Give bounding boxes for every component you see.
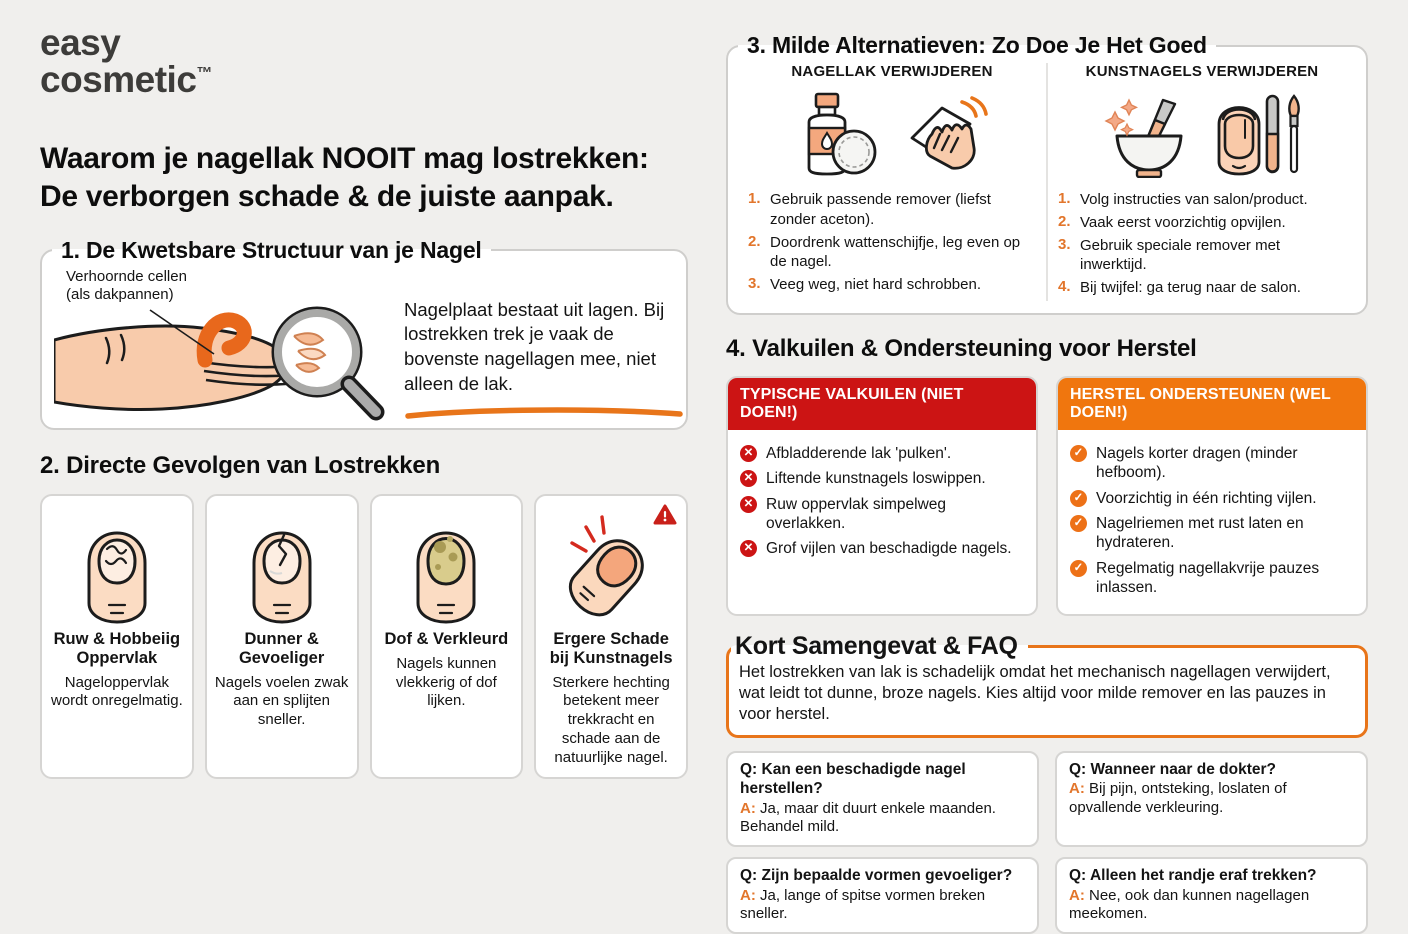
column-header: KUNSTNAGELS VERWIJDEREN xyxy=(1085,63,1319,80)
right-column xyxy=(726,24,1368,934)
summary-text: Het lostrekken van lak is schadelijk omdat het mechanisch nagellagen verwijdert, wat leidt tot dunne, broze nagels. Kies altijd voor milde remover en las pauzes in voor herstel. xyxy=(739,662,1331,724)
page-title xyxy=(40,140,688,217)
card-text: Nagels kunnen vlekkerig of dof lijken. xyxy=(395,654,497,710)
page-title-line2: De verborgen schade & de juiste aanpak. xyxy=(40,180,614,214)
consequence-cards xyxy=(40,494,688,780)
card-text: Nageloppervlak wordt onregelmatig. xyxy=(51,673,183,710)
recovery-box xyxy=(1056,376,1368,616)
page-title-line1: Waarom je nagellak NOOIT mag lostrekken: xyxy=(40,142,649,175)
sparkle xyxy=(1121,124,1132,135)
step-item: 2. Vaak eerst voorzichtig opvijlen. xyxy=(1058,212,1286,231)
column-header: NAGELLAK VERWIJDEREN xyxy=(791,63,993,80)
finger-magnifier-illustration-svg xyxy=(54,278,394,428)
check-circle-icon: ✓ xyxy=(1070,560,1087,577)
recovery-header: HERSTEL ONDERSTEUNEN (WEL DOEN!) xyxy=(1058,378,1366,430)
section-mild-alternatives xyxy=(726,32,1368,315)
card-title: Ruw & Hobbeiig Oppervlak xyxy=(53,629,181,667)
a-label: A: xyxy=(1069,886,1085,904)
q-label: Q: xyxy=(740,760,758,778)
card-title: Dunner & Gevoeliger xyxy=(238,629,325,667)
x-circle-icon: ✕ xyxy=(740,470,757,487)
discolored-nail-icon xyxy=(379,508,515,626)
section1-title: 1. De Kwetsbare Structuur van je Nagel xyxy=(61,236,482,263)
faq-item: Q: Alleen het randje eraf trekken? A: Nee, ook dan kunnen nagellagen meekomen. xyxy=(1055,857,1368,934)
card-artificial-nails xyxy=(534,494,688,780)
card-text: Nagels voelen zwak aan en splijten sneller. xyxy=(214,673,349,729)
x-circle-icon: ✕ xyxy=(740,540,757,557)
orange-underline-swoosh xyxy=(404,406,684,420)
q-label: Q: xyxy=(1069,760,1087,778)
pitfalls-header: TYPISCHE VALKUILEN (NIET DOEN!) xyxy=(728,378,1036,430)
dont-item: ✕ Afbladderende lak 'pulken'. xyxy=(740,444,1024,463)
step-item: 2. Doordrenk wattenschijfje, leg even op de nagel. xyxy=(748,232,1021,271)
x-circle-icon: ✕ xyxy=(740,445,757,462)
polish-removal-column xyxy=(738,63,1048,301)
cracked-nail-icon xyxy=(214,508,350,626)
section2-title: 2. Directe Gevolgen van Lostrekken xyxy=(40,451,441,479)
artificial-removal-column xyxy=(1048,63,1356,301)
section4-title: 4. Valkuilen & Ondersteuning voor Herstel xyxy=(726,334,1197,362)
card-title: Ergere Schade bij Kunstnagels xyxy=(549,629,673,667)
faq-item: Q: Wanneer naar de dokter? A: Bij pijn, ontsteking, loslaten of opvallende verkleuring. xyxy=(1055,751,1368,847)
dont-item: ✕ Grof vijlen van beschadigde nagels. xyxy=(740,539,1024,558)
faq-item: Q: Zijn bepaalde vormen gevoeliger? A: Ja, lange of spitse vormen breken sneller. xyxy=(726,857,1039,934)
a-label: A: xyxy=(740,886,756,904)
q-label: Q: xyxy=(740,867,758,885)
pitfalls-box xyxy=(726,376,1038,616)
stress-lines xyxy=(572,517,604,551)
x-circle-icon: ✕ xyxy=(740,496,757,513)
dont-item: ✕ Ruw oppervlak simpelweg overlakken. xyxy=(740,495,1024,534)
section3-title: 3. Milde Alternatieven: Zo Doe Je Het Goed xyxy=(747,32,1207,58)
brand-logo xyxy=(40,24,688,98)
card-dull-discolored xyxy=(370,494,524,780)
soak-bowl-icon xyxy=(1101,90,1197,178)
section-nail-structure xyxy=(40,237,688,430)
step-item: 3. Gebruik speciale remover met inwerktijd. xyxy=(1058,235,1281,274)
do-item: ✓ Regelmatig nagellakvrije pauzes inlassen. xyxy=(1070,559,1354,598)
remover-bottle-icon xyxy=(792,90,878,178)
a-label: A: xyxy=(740,799,756,817)
section1-body-text: Nagelplaat bestaat uit lagen. Bij lostrekken trek je vaak de bovenste nagellagen mee, niet alleen de lak. xyxy=(404,298,665,394)
rough-nail-icon xyxy=(49,508,185,626)
step-item: 1. Gebruik passende remover (liefst zonder aceton). xyxy=(748,190,991,228)
step-item: 4. Bij twijfel: ga terug naar de salon. xyxy=(1058,278,1301,297)
faq-grid xyxy=(726,751,1368,934)
warning-triangle-icon xyxy=(653,504,677,526)
dont-item: ✕ Liftende kunstnagels loswippen. xyxy=(740,469,1024,488)
do-item: ✓ Nagels korter dragen (minder hefboom). xyxy=(1070,444,1354,483)
sparkle xyxy=(1122,100,1137,115)
trademark-symbol: ™ xyxy=(196,65,213,82)
sparkle xyxy=(1106,112,1124,130)
check-circle-icon: ✓ xyxy=(1070,515,1087,532)
callout-label: Verhoornde cellen (als dakpannen) xyxy=(66,267,187,304)
finger-layers-illustration xyxy=(54,266,394,418)
summary-title: Kort Samengevat & FAQ xyxy=(735,631,1018,660)
card-title: Dof & Verkleurd xyxy=(384,629,509,648)
a-label: A: xyxy=(1069,780,1085,798)
brand-logo-line2: cosmetic™ xyxy=(40,59,213,100)
check-circle-icon: ✓ xyxy=(1070,490,1087,507)
card-rough-surface xyxy=(40,494,194,780)
q-label: Q: xyxy=(1069,867,1087,885)
wiping-hand-icon xyxy=(892,90,992,178)
summary-box xyxy=(726,632,1368,738)
do-item: ✓ Voorzichtig in één richting vijlen. xyxy=(1070,489,1354,508)
card-text: Sterkere hechting betekent meer trekkracht en schade aan de natuurlijke nagel. xyxy=(552,673,670,766)
do-item: ✓ Nagelriemen met rust laten en hydrateren. xyxy=(1070,514,1354,553)
left-column xyxy=(40,24,688,934)
step-item: 3. Veeg weg, niet hard schrobben. xyxy=(748,275,981,294)
faq-item: Q: Kan een beschadigde nagel herstellen? A: Ja, maar dit duurt enkele maanden. Behandel mild. xyxy=(726,751,1039,847)
step-item: 1. Volg instructies van salon/product. xyxy=(1058,190,1308,208)
nail-and-tools-icon xyxy=(1211,90,1303,178)
card-thinner-nail xyxy=(205,494,359,780)
check-circle-icon: ✓ xyxy=(1070,445,1087,462)
brand-logo-line1: easy xyxy=(40,22,121,63)
